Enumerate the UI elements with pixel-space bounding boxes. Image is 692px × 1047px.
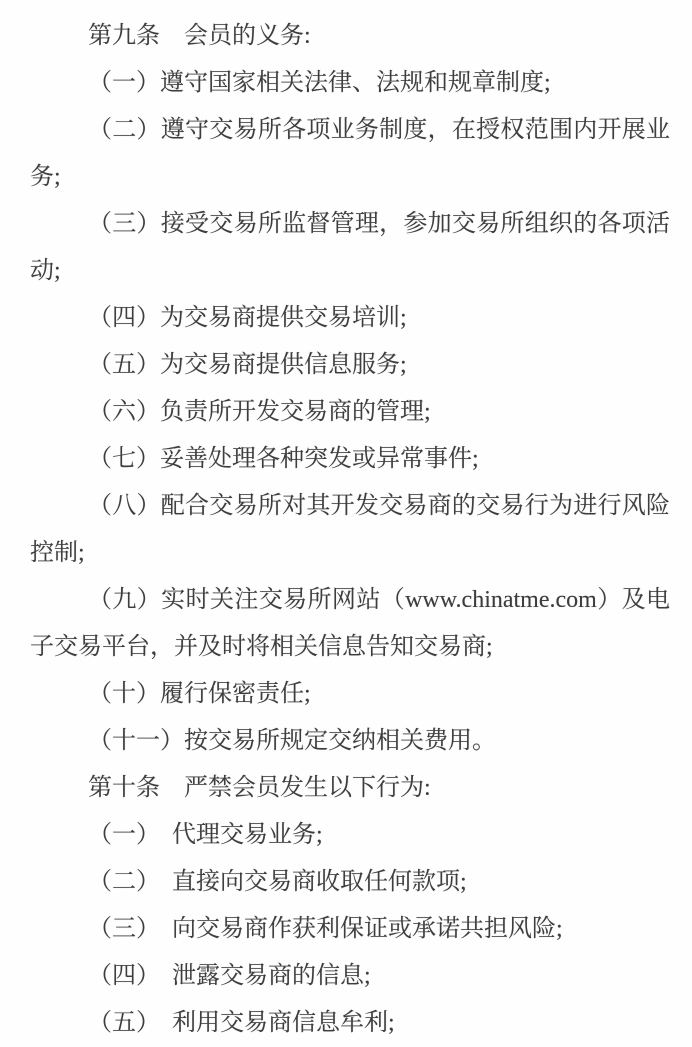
article-9-item-6: （六）负责所开发交易商的管理; xyxy=(88,399,431,425)
article-10-item-3: （三） 向交易商作获利保证或承诺共担风险; xyxy=(88,916,563,942)
article-9-item-10: （十）履行保密责任; xyxy=(88,681,311,707)
article-9-item-5: （五）为交易商提供信息服务; xyxy=(88,352,407,378)
article-10-item-2: （二） 直接向交易商收取任何款项; xyxy=(88,869,467,895)
article-9-item-4: （四）为交易商提供交易培训; xyxy=(88,305,407,331)
article-9-item-3: （三）接受交易所监督管理，参加交易所组织的各项活动; xyxy=(30,211,670,284)
article-10-item-4: （四） 泄露交易商的信息; xyxy=(88,963,371,989)
article-9-item-1: （一）遵守国家相关法律、法规和规章制度; xyxy=(88,70,551,96)
article-9-item-7: （七）妥善处理各种突发或异常事件; xyxy=(88,446,479,472)
article-9-item-2: （二）遵守交易所各项业务制度，在授权范围内开展业务; xyxy=(30,117,670,190)
article-10-item-5: （五） 利用交易商信息牟利; xyxy=(88,1010,395,1036)
article-9-item-9: （九）实时关注交易所网站（www.chinatme.com）及电子交易平台，并及时将相关信息告知交易商; xyxy=(30,587,670,660)
article-10-item-1: （一） 代理交易业务; xyxy=(88,822,323,848)
article-9-heading: 第九条 会员的义务: xyxy=(88,23,311,49)
article-10-heading: 第十条 严禁会员发生以下行为: xyxy=(88,775,431,801)
article-9-item-11: （十一）按交易所规定交纳相关费用。 xyxy=(88,728,496,754)
article-9-item-8: （八）配合交易所对其开发交易商的交易行为进行风险控制; xyxy=(30,493,670,566)
